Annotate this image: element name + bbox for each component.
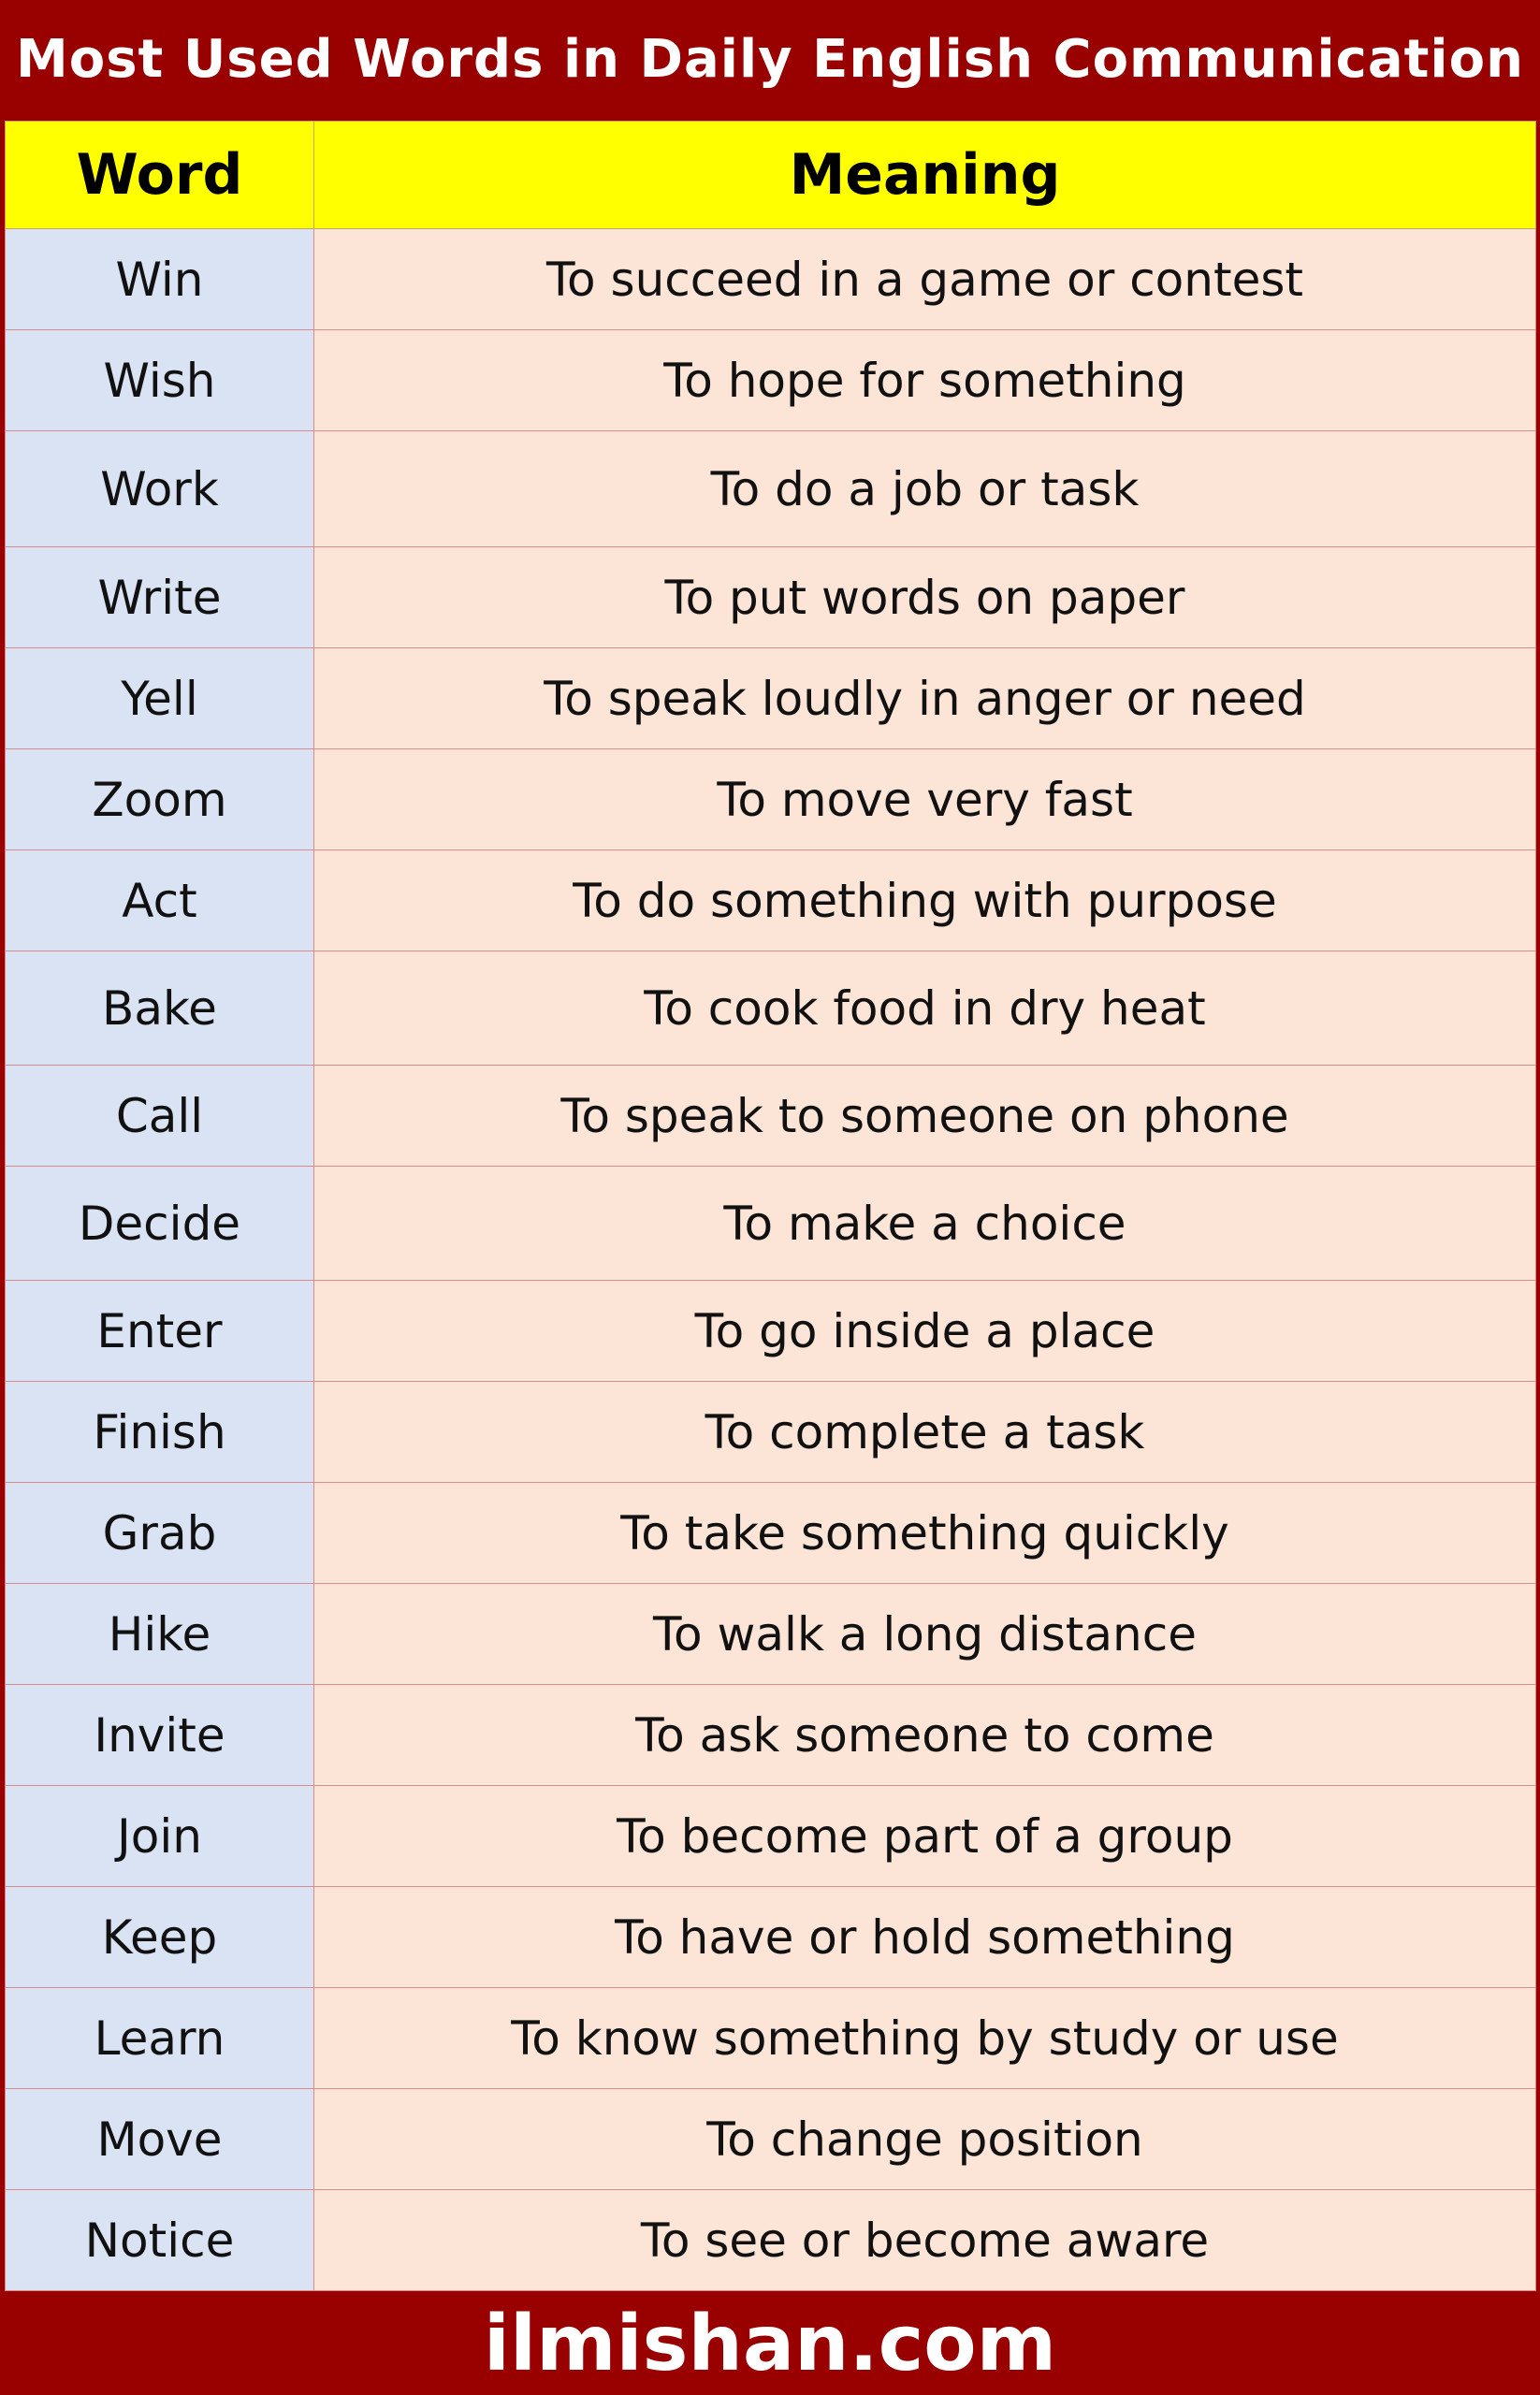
word-cell: Move — [6, 2089, 314, 2190]
meaning-cell: To succeed in a game or contest — [314, 229, 1536, 330]
table-row — [6, 1584, 1536, 1685]
meaning-cell: To ask someone to come — [314, 1685, 1536, 1786]
meaning-cell: To go inside a place — [314, 1281, 1536, 1382]
word-cell: Work — [6, 431, 314, 547]
word-cell: Keep — [6, 1887, 314, 1988]
table-row — [6, 1382, 1536, 1483]
table-row — [6, 1066, 1536, 1167]
meaning-cell: To do something with purpose — [314, 850, 1536, 951]
table-row — [6, 951, 1536, 1066]
table-row — [6, 850, 1536, 951]
word-cell: Write — [6, 547, 314, 648]
meaning-cell: To move very fast — [314, 749, 1536, 850]
meaning-cell: To do a job or task — [314, 431, 1536, 547]
table-row — [6, 330, 1536, 431]
word-cell: Yell — [6, 648, 314, 749]
meaning-cell: To put words on paper — [314, 547, 1536, 648]
table-row — [6, 229, 1536, 330]
meaning-cell: To hope for something — [314, 330, 1536, 431]
word-cell: Enter — [6, 1281, 314, 1382]
meaning-cell: To walk a long distance — [314, 1584, 1536, 1685]
word-cell: Win — [6, 229, 314, 330]
meaning-cell: To know something by study or use — [314, 1988, 1536, 2089]
site-footer: ilmishan.com — [483, 2299, 1057, 2388]
meaning-cell: To take something quickly — [314, 1483, 1536, 1584]
table-row — [6, 1167, 1536, 1281]
header-word: Word — [6, 122, 314, 229]
word-cell: Hike — [6, 1584, 314, 1685]
word-cell: Act — [6, 850, 314, 951]
vocabulary-table — [5, 121, 1536, 2291]
meaning-cell: To become part of a group — [314, 1786, 1536, 1887]
word-cell: Decide — [6, 1167, 314, 1281]
table-row — [6, 1483, 1536, 1584]
table-row — [6, 547, 1536, 648]
meaning-cell: To cook food in dry heat — [314, 951, 1536, 1066]
table-row — [6, 2190, 1536, 2291]
vocabulary-table-container — [5, 121, 1535, 2291]
meaning-cell: To see or become aware — [314, 2190, 1536, 2291]
word-cell: Join — [6, 1786, 314, 1887]
header-meaning: Meaning — [314, 122, 1536, 229]
table-row — [6, 1887, 1536, 1988]
table-row — [6, 431, 1536, 547]
word-cell: Notice — [6, 2190, 314, 2291]
page-title: Most Used Words in Daily English Communication — [16, 28, 1524, 90]
table-row — [6, 2089, 1536, 2190]
meaning-cell: To have or hold something — [314, 1887, 1536, 1988]
table-row — [6, 1685, 1536, 1786]
table-header-row — [6, 122, 1536, 229]
table-row — [6, 1281, 1536, 1382]
meaning-cell: To change position — [314, 2089, 1536, 2190]
meaning-cell: To make a choice — [314, 1167, 1536, 1281]
word-cell: Invite — [6, 1685, 314, 1786]
word-cell: Bake — [6, 951, 314, 1066]
word-cell: Learn — [6, 1988, 314, 2089]
table-row — [6, 648, 1536, 749]
word-cell: Wish — [6, 330, 314, 431]
meaning-cell: To speak to someone on phone — [314, 1066, 1536, 1167]
table-row — [6, 1786, 1536, 1887]
table-row — [6, 1988, 1536, 2089]
meaning-cell: To speak loudly in anger or need — [314, 648, 1536, 749]
word-cell: Grab — [6, 1483, 314, 1584]
meaning-cell: To complete a task — [314, 1382, 1536, 1483]
word-cell: Finish — [6, 1382, 314, 1483]
word-cell: Call — [6, 1066, 314, 1167]
word-cell: Zoom — [6, 749, 314, 850]
table-row — [6, 749, 1536, 850]
